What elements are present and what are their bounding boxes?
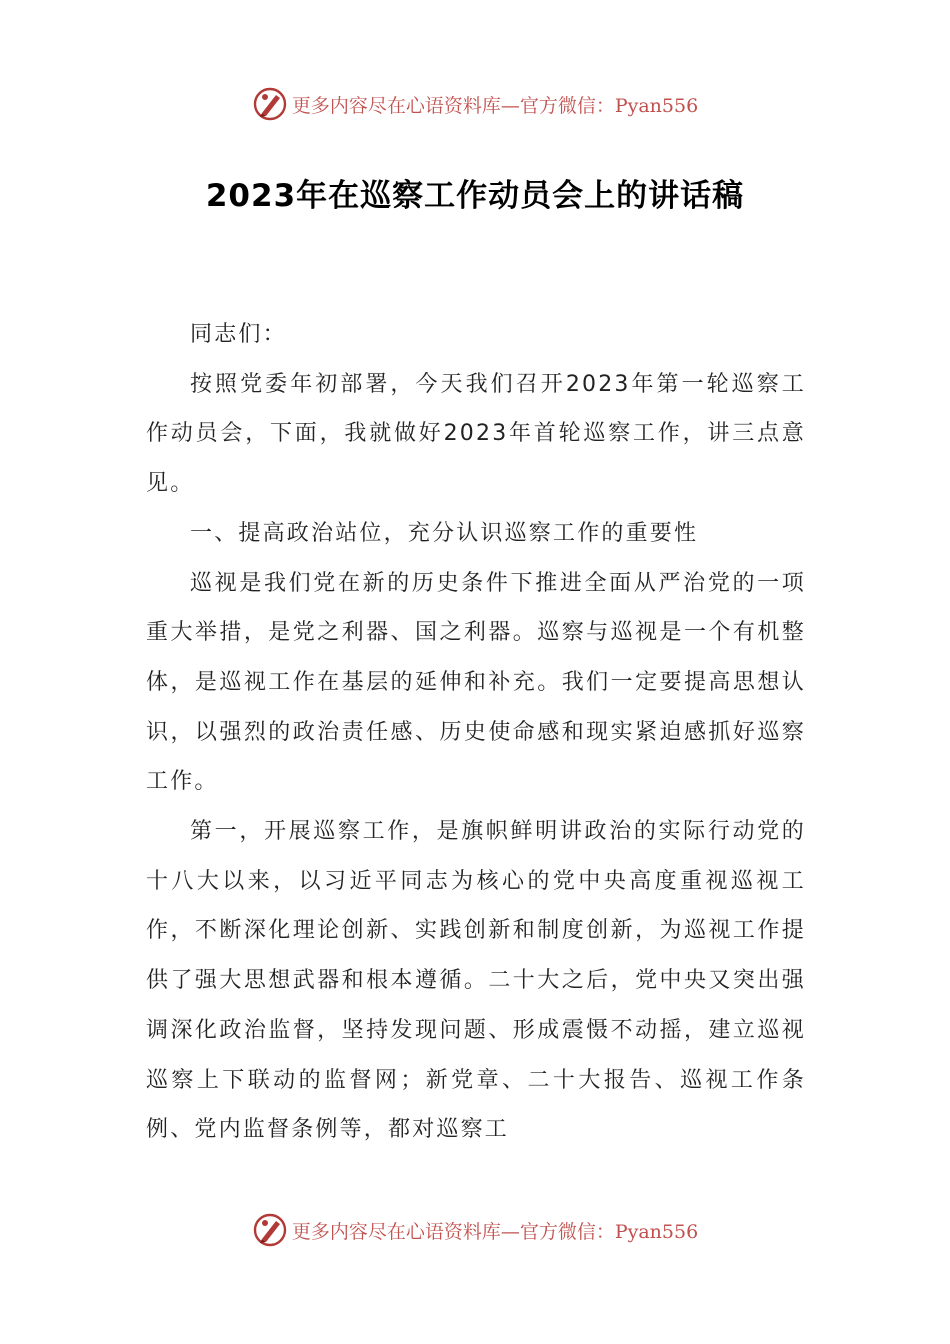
- document-body: [146, 310, 806, 1155]
- body-paragraph: 第一，开展巡察工作，是旗帜鲜明讲政治的实际行动党的十八大以来，以习近平同志为核心的党中央高度重视巡视工作，不断深化理论创新、实践创新和制度创新，为巡视工作提供了强大思想武器和根本遵循。二十大之后，党中央又突出强调深化政治监督，坚持发现问题、形成震慑不动摇，建立巡视巡察上下联动的监督网；新党章、二十大报告、巡视工作条例、党内监督条例等，都对巡察工: [146, 819, 806, 1143]
- footer-watermark: [0, 1210, 950, 1250]
- intro-paragraph: 按照党委年初部署，今天我们召开2023年第一轮巡察工作动员会，下面，我就做好2023年首轮巡察工作，讲三点意见。: [146, 371, 806, 497]
- pen-nib-circle-icon: [252, 1212, 288, 1248]
- greeting-paragraph: 同志们：: [190, 322, 287, 347]
- pen-nib-circle-icon: [252, 86, 288, 122]
- document-title: 2023年在巡察工作动员会上的讲话稿: [205, 178, 745, 214]
- section-heading-1: 一、提高政治站位，充分认识巡察工作的重要性: [190, 520, 699, 546]
- body-paragraph: 巡视是我们党在新的历史条件下推进全面从严治党的一项重大举措，是党之利器、国之利器。巡察与巡视是一个有机整体，是巡视工作在基层的延伸和补充。我们一定要提高思想认识，以强烈的政治责任感、历史使命感和现实紧迫感抓好巡察工作。: [146, 570, 806, 795]
- watermark-text: 更多内容尽在心语资料库—官方微信：Pyan556: [291, 1220, 699, 1243]
- watermark-text: 更多内容尽在心语资料库—官方微信：Pyan556: [291, 94, 699, 117]
- header-watermark: [0, 84, 950, 124]
